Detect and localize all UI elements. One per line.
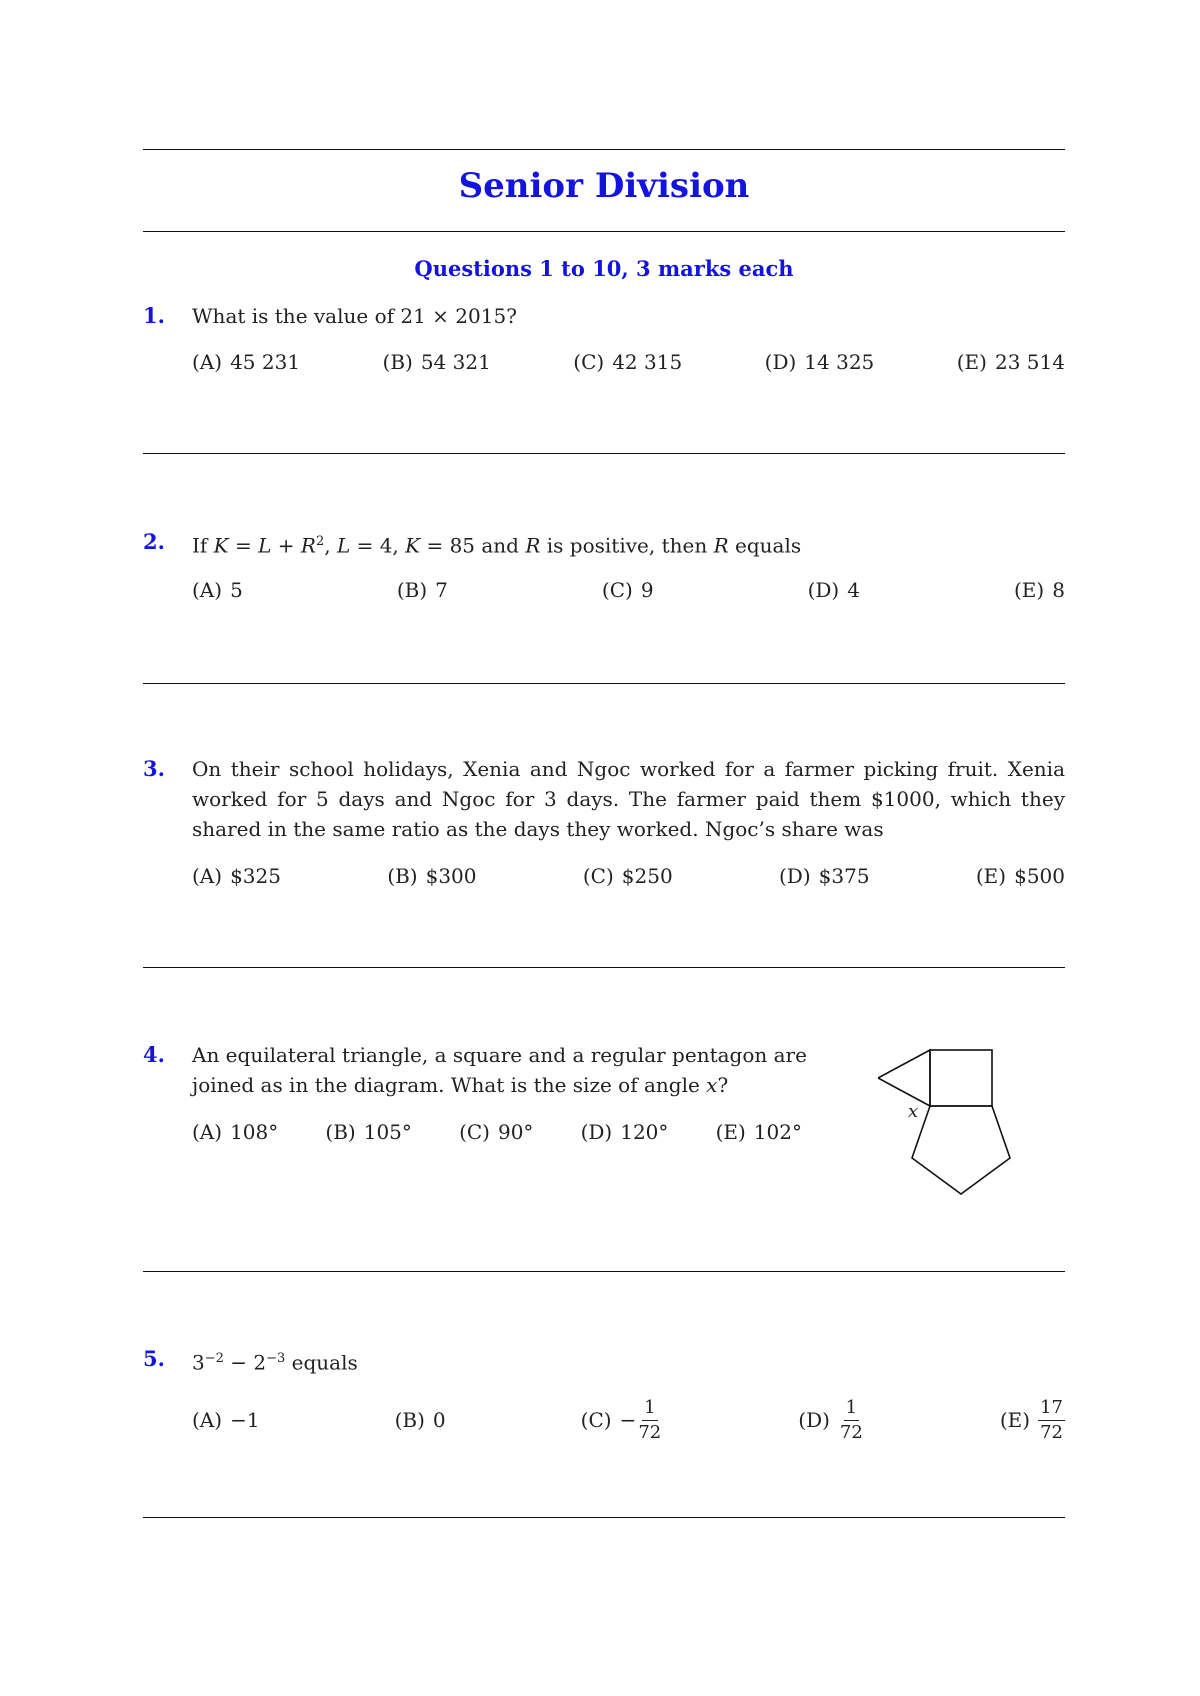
option-value: $500: [1014, 864, 1065, 888]
option-label: (C): [580, 1408, 612, 1432]
question-4-number: 4.: [143, 1042, 165, 1067]
fraction-numerator: 17: [1038, 1399, 1065, 1421]
section-subtitle: Questions 1 to 10, 3 marks each: [414, 256, 794, 281]
option-c[interactable]: [573, 350, 682, 374]
option-value: 5: [230, 578, 243, 602]
text-fragment: = 85 and: [426, 533, 519, 558]
option-value: 108°: [230, 1120, 279, 1144]
option-label: (A): [192, 578, 223, 602]
var-r: R: [713, 533, 729, 558]
question-2-options: [192, 578, 1065, 602]
option-c[interactable]: [580, 1396, 664, 1443]
option-value: $325: [230, 864, 281, 888]
text-fragment: If: [192, 533, 208, 558]
option-label: (A): [192, 1120, 223, 1144]
option-e[interactable]: [716, 1120, 802, 1144]
option-b[interactable]: [325, 1120, 412, 1144]
text-fragment: 2: [253, 1350, 267, 1375]
option-label: (B): [325, 1120, 356, 1144]
option-sign: −: [619, 1408, 637, 1432]
option-label: (E): [956, 350, 987, 374]
question-2-text: [192, 527, 801, 561]
separator-rule: [143, 453, 1065, 454]
var-k: K: [213, 533, 229, 558]
option-d[interactable]: [798, 1396, 865, 1443]
option-label: (B): [382, 350, 413, 374]
fraction-denominator: 72: [839, 1421, 863, 1443]
fraction-numerator: 1: [844, 1399, 859, 1421]
separator-rule: [143, 1271, 1065, 1272]
option-label: (D): [807, 578, 840, 602]
square-shape: [930, 1050, 992, 1106]
text-fragment: +: [277, 533, 295, 558]
option-b[interactable]: [387, 864, 476, 888]
option-value: 102°: [753, 1120, 802, 1144]
fraction-denominator: 72: [1040, 1421, 1063, 1443]
question-3-text: [192, 754, 1065, 844]
text-fragment: ,: [324, 533, 331, 558]
question-5-options: [192, 1394, 1065, 1446]
fraction: [636, 1396, 663, 1443]
option-label: (C): [601, 578, 633, 602]
page-title: Senior Division: [458, 166, 750, 206]
option-b[interactable]: [383, 350, 491, 374]
question-4-text: [192, 1040, 832, 1100]
option-e[interactable]: [999, 1396, 1065, 1443]
option-label: (E): [999, 1408, 1031, 1432]
question-line: worked for 5 days and Ngoc for 3 days. The farmer paid them $1000, which they: [192, 787, 1065, 811]
fraction-denominator: 72: [638, 1421, 662, 1443]
option-label: (C): [573, 350, 605, 374]
top-rule: [143, 149, 1065, 150]
option-value: 54 321: [420, 350, 491, 374]
option-label: (D): [580, 1120, 613, 1144]
option-label: (C): [459, 1120, 490, 1144]
option-value: 23 514: [994, 350, 1065, 374]
exponent: −3: [266, 1351, 286, 1366]
text-fragment: 3: [192, 1350, 205, 1375]
option-e[interactable]: [957, 350, 1065, 374]
option-label: (A): [192, 864, 223, 888]
option-label: (A): [192, 350, 223, 374]
option-value: 90°: [497, 1120, 534, 1144]
question-line: [192, 1070, 832, 1100]
exponent: −2: [204, 1351, 224, 1366]
option-label: (B): [394, 1408, 425, 1432]
separator-rule: [143, 1517, 1065, 1518]
option-value: $300: [425, 864, 477, 888]
separator-rule: [143, 683, 1065, 684]
option-label: (E): [715, 1120, 746, 1144]
option-label: (E): [1014, 578, 1045, 602]
var-l: L: [258, 533, 272, 558]
angle-x-label: x: [908, 1101, 919, 1122]
question-line: On their school holidays, Xenia and Ngoc worked for a farmer picking fruit. Xenia: [192, 757, 1065, 781]
question-line: An equilateral triangle, a square and a regular pentagon are: [192, 1043, 807, 1067]
exponent: 2: [315, 534, 325, 549]
option-value: 42 315: [612, 350, 683, 374]
text-fragment: = 4,: [356, 533, 399, 558]
var-l: L: [336, 533, 351, 558]
question-line: shared in the same ratio as the days they worked. Ngoc’s share was: [192, 817, 884, 841]
text-fragment: −: [230, 1350, 248, 1375]
question-5-text: [192, 1344, 358, 1378]
option-a[interactable]: [192, 1408, 260, 1432]
option-b[interactable]: [395, 1408, 446, 1432]
option-value: 4: [847, 578, 860, 602]
option-label: (B): [387, 864, 418, 888]
text-fragment: is positive, then: [546, 533, 708, 558]
var-r: R: [525, 533, 541, 558]
option-a[interactable]: [192, 1120, 278, 1144]
option-e[interactable]: [976, 864, 1065, 888]
text-fragment: equals: [291, 1350, 358, 1375]
option-value: $250: [621, 864, 673, 888]
var-x: x: [706, 1073, 718, 1097]
fraction-numerator: 1: [642, 1399, 657, 1421]
option-d[interactable]: [581, 1120, 669, 1144]
var-k: K: [405, 533, 421, 558]
text-fragment: ?: [717, 1073, 729, 1097]
option-a[interactable]: [192, 864, 281, 888]
separator-rule: [143, 967, 1065, 968]
option-value: 45 231: [230, 350, 301, 374]
fraction: [838, 1396, 865, 1443]
pentagon-shape: [912, 1106, 1010, 1194]
option-label: (D): [798, 1408, 830, 1432]
option-label: (D): [779, 864, 811, 888]
question-1-number: 1.: [143, 303, 165, 328]
option-label: (D): [764, 350, 797, 374]
question-1-text: What is the value of 21 × 2015?: [192, 304, 517, 328]
option-value: 105°: [363, 1120, 412, 1144]
option-value: 14 325: [804, 350, 875, 374]
option-value: −1: [230, 1408, 260, 1432]
option-c[interactable]: [459, 1120, 533, 1144]
option-c[interactable]: [602, 578, 654, 602]
fraction: [1038, 1396, 1065, 1443]
option-label: (E): [975, 864, 1007, 888]
option-d[interactable]: [765, 350, 875, 374]
option-label: (A): [192, 1408, 223, 1432]
text-fragment: =: [234, 533, 252, 558]
option-value: 7: [435, 578, 448, 602]
option-label: (B): [396, 578, 428, 602]
title-rule: [143, 231, 1065, 232]
question-5-number: 5.: [143, 1346, 165, 1371]
question-1-options: [192, 350, 1065, 374]
option-label: (C): [582, 864, 614, 888]
option-value: 8: [1052, 578, 1065, 602]
text-fragment: equals: [735, 533, 802, 558]
var-r: R: [300, 533, 316, 558]
option-a[interactable]: [192, 578, 243, 602]
question-3-number: 3.: [143, 756, 165, 781]
option-e[interactable]: [1014, 578, 1065, 602]
triangle-shape: [878, 1050, 930, 1106]
option-c[interactable]: [583, 864, 673, 888]
option-d[interactable]: [779, 864, 870, 888]
question-4-options: [192, 1120, 802, 1144]
option-value: $375: [818, 864, 870, 888]
option-value: 0: [432, 1408, 446, 1432]
text-fragment: joined as in the diagram. What is the size of angle: [192, 1073, 700, 1097]
option-value: 120°: [620, 1120, 669, 1144]
question-2-number: 2.: [143, 529, 165, 554]
question-3-options: [192, 864, 1065, 888]
option-d[interactable]: [808, 578, 860, 602]
geometry-diagram: [878, 1042, 1028, 1202]
option-a[interactable]: [192, 350, 300, 374]
option-b[interactable]: [397, 578, 448, 602]
option-value: 9: [640, 578, 654, 602]
